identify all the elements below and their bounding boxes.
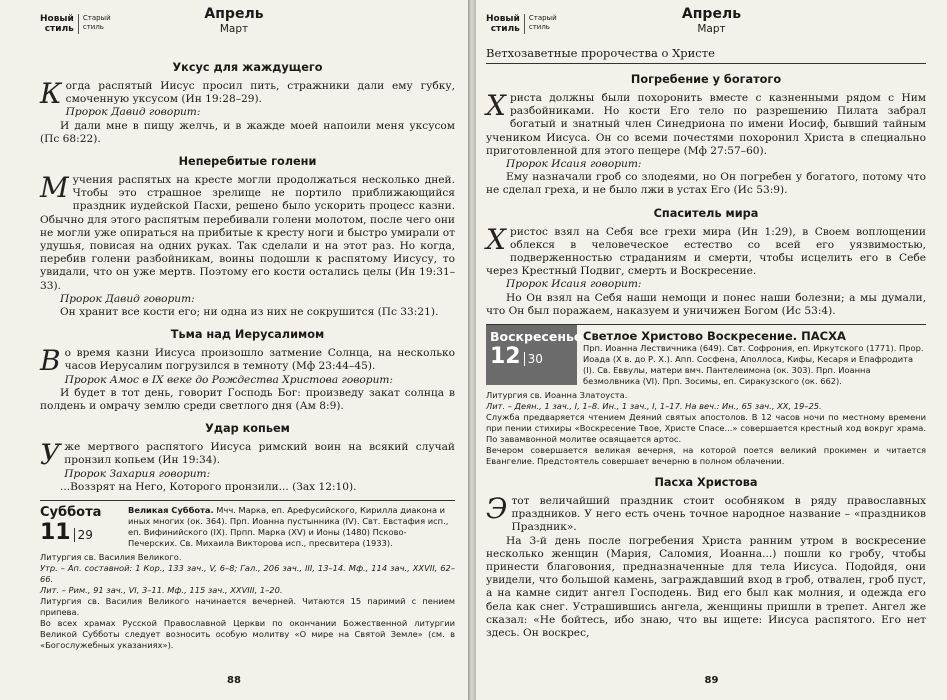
prophecy-quote: Ему назначали гроб со злодеями, но Он погребен у богатого, потому что не сделал греха, и не было лжи в устах Его (Ис 53:9). bbox=[486, 171, 926, 197]
old-day-number: 30 bbox=[524, 352, 543, 366]
saints-list: Прп. Иоанна Лествичника (649). Свт. Софрония, еп. Иркутского (1771). Прор. Иоада (X в. до Р. Х.). Апп. Сосфена, Аполлоса, Кифы, Кесаря и Епафродита (I). Св. Еввулы, матери вмч. Пантелеимона (ок. 303). Прп. Иоанна безмолвника (VI). Прп. Зосимы, еп. Сиракузского (ок. 662). bbox=[583, 343, 924, 387]
feast-name: Светлое Христово Воскресение. ПАСХА bbox=[583, 329, 846, 344]
left-page bbox=[0, 0, 468, 700]
section-title: Спаситель мира bbox=[653, 206, 759, 220]
day-entry bbox=[486, 324, 926, 387]
service-note: Лит. – Деян., 1 зач., I, 1–8. Ин., 1 зач., I, 1–17. На веч.: Ин., 65 зач., XX, 19–25. bbox=[486, 401, 822, 412]
day-saints: Великая Суббота. Мчч. Марка, еп. Арефусийского, Кирилла диакона и иных многих (ок. 364). Прп. Иоанна пустынника (IV). Свт. Евстафия исп., еп. Вифинийского (IX). Прпп. Марка (XV) и Ионы (1480) Псково-Печерских. Св. Михаила Викторова исп., пресвитера (1933). bbox=[128, 505, 449, 549]
prophecy-quote: И будет в тот день, говорит Господь Бог: произведу закат солнца в полдень и омрачу землю среди светлого дня (Ам 8:9). bbox=[40, 386, 455, 413]
section-title: Погребение у богатого bbox=[630, 73, 782, 86]
service-note: Лит. – Рим., 91 зач., VI, 3–11. Мф., 115 зач., XXVIII, 1–20. bbox=[40, 585, 283, 596]
month-old-title: Март bbox=[219, 23, 249, 35]
section-text: Христа должны были похоронить вместе с казненными рядом с Ним разбойниками. Но кости Его тело по разрешению Пилата забрал богатый и знатный член Синедриона по имени Иосиф, бывший тайным учеником Иисуса. Он со всеми почестями похоронил Христа в специально приготовленной для этого пещере (Мф 27:57–60). bbox=[486, 89, 926, 157]
prophecy-quote: Но Он взял на Себя наши немощи и понес наши болезни; а мы думали, что Он был поражаем, наказуем и уничижен Богом (Ис 53:4). bbox=[486, 291, 926, 317]
service-note: Литургия св. Василия Великого начинается вечерней. Читаются 15 паримий с пением припева. bbox=[40, 596, 455, 618]
prophet-citation: Пророк Давид говорит: bbox=[65, 106, 201, 119]
service-note: Утр. – Ап. составной: 1 Кор., 133 зач., V, 6–8; Гал., 206 зач., III, 13–14. Мф., 114 зач., XXVII, 62–66. bbox=[40, 563, 455, 585]
service-notes bbox=[486, 390, 926, 467]
month-header bbox=[0, 6, 468, 36]
old-style-label: Старый стиль bbox=[82, 14, 111, 31]
right-page bbox=[476, 0, 947, 700]
section-title: Неперебитые голени bbox=[178, 155, 317, 169]
feast-name: Великая Суббота. bbox=[128, 505, 214, 516]
old-style-label: Старый стиль bbox=[528, 14, 557, 31]
running-title: Ветхозаветные пророчества о Христе bbox=[486, 46, 926, 64]
service-notes bbox=[40, 552, 455, 651]
drop-cap: М bbox=[40, 171, 69, 205]
section-title: Пасха Христова bbox=[654, 476, 758, 490]
section-title: Тьма над Иерусалимом bbox=[170, 328, 325, 342]
drop-cap: К bbox=[40, 77, 62, 110]
service-note: Вечером совершается великая вечерня, на которой поется великий прокимен и читается Евангелие. Предстоятель совершает вечерню в полном облачении. bbox=[486, 445, 926, 467]
section-text: Этот величайший праздник стоит особняком в ряду православных праздников. У него есть очень точное народное название – «праздников Праздник». bbox=[486, 492, 926, 534]
new-style-label: Новый стиль bbox=[40, 14, 79, 34]
drop-cap: Э bbox=[486, 492, 508, 526]
right-content bbox=[486, 46, 926, 640]
prophecy-quote: ...Воззрят на Него, Которого пронзили... (Зах 12:10). bbox=[60, 480, 357, 493]
prophet-citation: Пророк Захария говорит: bbox=[64, 467, 211, 480]
weekday-name: Воскресенье bbox=[490, 329, 583, 345]
day-label bbox=[486, 325, 583, 385]
section-text: Во время казни Иисуса произошло затмение Солнца, на несколько часов Иерусалим погрузился в темноту (Мф 23:44–45). bbox=[40, 344, 455, 378]
prophet-citation: Пророк Амос в IX веке до Рождества Христова говорит: bbox=[64, 373, 394, 386]
section-text: Мучения распятых на кресте могли продолжаться несколько дней. Чтобы это страшное зрелище не портило приближающийся праздник иудейской Пасхи, решено было ускорить процесс казни. Обычно для этого распятым перебивали голени молотом, после чего они не могли уже опираться на прибитые к кресту ноги и быстро умирали от удушья, повисая на одних руках. Так сделали и на этот раз. Но когда, перебив голени разбойникам, воины подошли к распятому Иисусу, то увидали, что он уже мертв. Поэтому его кости остались целы (Ин 19:31–33). bbox=[40, 171, 455, 292]
day-saints bbox=[577, 325, 926, 387]
new-style-label: Новый стиль bbox=[486, 14, 525, 34]
service-note: Служба предваряется чтением Деяний святых апостолов. В 12 часов ночи по местному времени при пении стихиры «Воскресение Твое, Христе Спасе...» совершается крестный ход вокруг храма. По завамвонной молитве освящается артос. bbox=[486, 412, 926, 445]
page-number: 88 bbox=[227, 675, 241, 686]
month-header bbox=[476, 6, 947, 36]
month-title: Апрель bbox=[681, 6, 742, 22]
day-label bbox=[40, 505, 128, 549]
prophecy-quote: И дали мне в пищу желчь, и в жажде моей напоили меня уксусом (Пс 68:22). bbox=[40, 119, 455, 145]
section-text: Христос взял на Себя все грехи мира (Ин 1:29), в Своем воплощении облекся в человеческое естество со всей его уязвимостью, подверженностью страданиям и смерти, чтобы исцелить его в Себе через Крестный Подвиг, смерть и Воскресение. bbox=[486, 222, 926, 278]
prophecy-quote: Он хранит все кости его; ни одна из них не сокрушится (Пс 33:21). bbox=[60, 306, 439, 319]
month-old-title: Март bbox=[697, 23, 726, 35]
book-gutter bbox=[468, 0, 476, 700]
month-title: Апрель bbox=[204, 6, 264, 22]
section-title: Уксус для жаждущего bbox=[172, 61, 323, 74]
left-content bbox=[40, 52, 455, 651]
drop-cap: Х bbox=[486, 89, 506, 122]
section-text: Когда распятый Иисус просил пить, стражники дали ему губку, смоченную уксусом (Ин 19:28–29). bbox=[40, 77, 455, 110]
day-number: 11 29 bbox=[40, 520, 93, 546]
section-title: Удар копьем bbox=[205, 422, 290, 436]
page-number: 89 bbox=[704, 675, 719, 686]
prophet-citation: Пророк Исаия говорит: bbox=[506, 158, 642, 171]
old-day-number: 29 bbox=[74, 528, 93, 542]
drop-cap: Х bbox=[486, 222, 506, 256]
drop-cap: В bbox=[40, 344, 61, 378]
service-note: Во всех храмах Русской Православной Церкви по окончании Божественной литургии Великой Субботы следует возносить особую молитву «О мире на Святой Земле» (см. в «Богослужебных указаниях»). bbox=[40, 618, 455, 651]
weekday-name: Суббота bbox=[40, 505, 102, 521]
prophet-citation: Пророк Исаия говорит: bbox=[506, 278, 642, 291]
service-note: Литургия св. Иоанна Златоуста. bbox=[486, 390, 628, 401]
section-text: Уже мертвого распятого Иисуса римский воин на всякий случай пронзил копьем (Ин 19:34). bbox=[40, 438, 455, 472]
day-number: 12 30 bbox=[490, 344, 543, 370]
drop-cap: У bbox=[40, 438, 61, 472]
prophet-citation: Пророк Давид говорит: bbox=[60, 292, 195, 305]
section-text: На 3-й день после погребения Христа ранним утром в воскресение несколько женщин (Мария, Саломия, Иоанна...) пошли ко гробу, чтобы принести благовония, предназначенные для тела Иисуса. Подойдя, они увидели, что большой камень, заграждавший вход в гроб, отвален, гроб пуст, а на камне сидит ангел Господень. Вид его был как молния, и одежда его бела как снег. Устрашившись ангела, женщины пришли в трепет. Ангел же сказал: «Не бойтесь, ибо знаю, что вы ищете: Иисуса распятого. Его нет здесь. Он воскрес, bbox=[486, 534, 926, 640]
day-entry bbox=[40, 500, 455, 549]
service-note: Литургия св. Василия Великого. bbox=[40, 552, 182, 563]
